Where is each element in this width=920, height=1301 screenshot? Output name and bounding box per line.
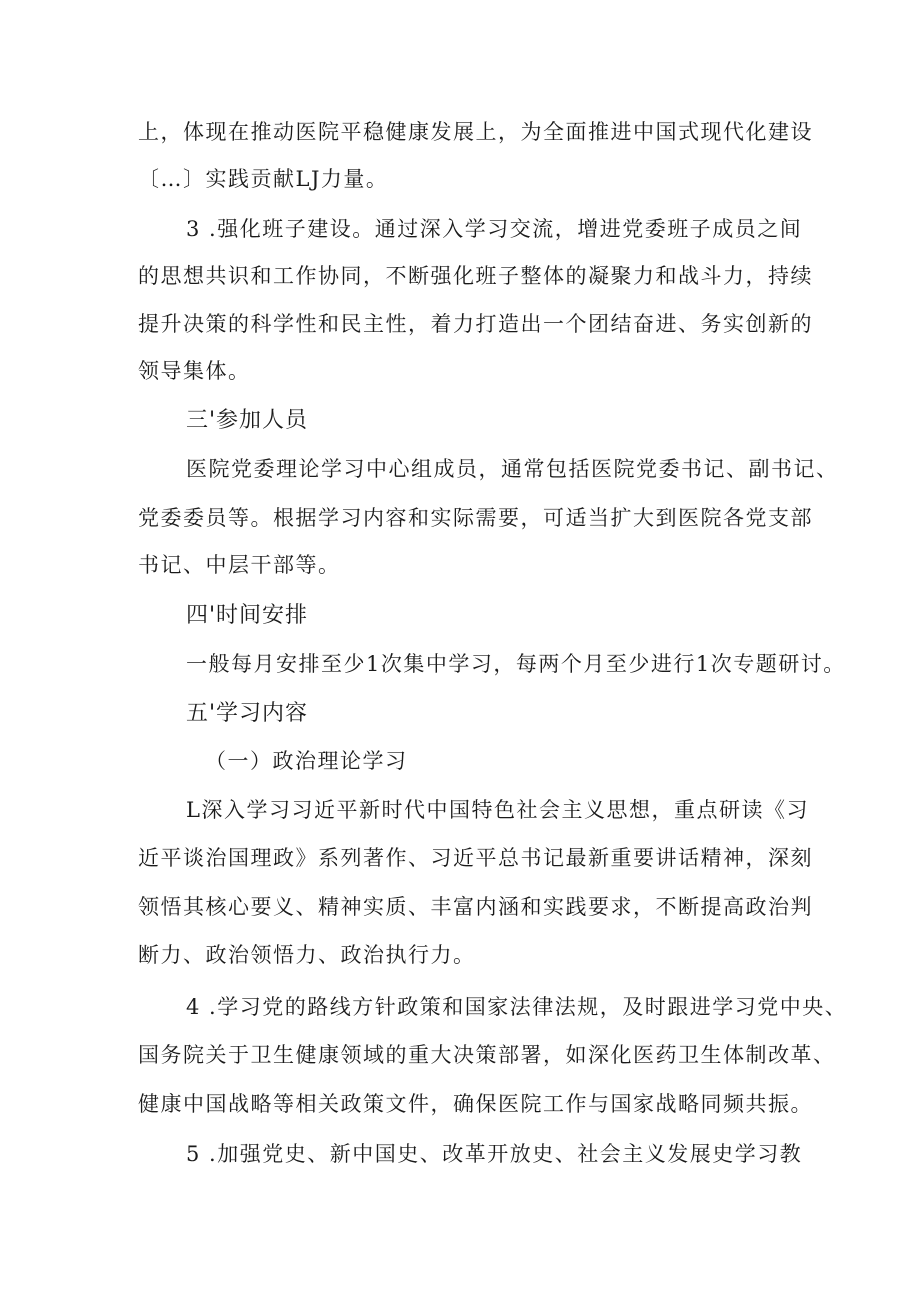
- paragraph-line: 医院党委理论学习中心组成员，通常包括医院党委书记、副书记、: [186, 457, 839, 481]
- paragraph-line: 健康中国战略等相关政策文件，确保医院工作与国家战略同频共振。: [138, 1092, 813, 1116]
- paragraph-line: 〔…〕实践贡献LJ力量。: [138, 167, 389, 191]
- section-heading: 五'学习内容: [186, 701, 309, 726]
- paragraph-line: 国务院关于卫生健康领域的重大决策部署，如深化医药卫生体制改革、: [138, 1043, 836, 1067]
- section-heading: 三'参加人员: [186, 408, 309, 433]
- paragraph-line: 一般每月安排至少1次集中学习，每两个月至少进行1次专题研讨。: [186, 652, 846, 676]
- paragraph-line: 的思想共识和工作协同，不断强化班子整体的凝聚力和战斗力，持续: [138, 264, 813, 288]
- paragraph-line: L深入学习习近平新时代中国特色社会主义思想，重点研读《习: [186, 798, 809, 822]
- paragraph-line: 党委委员等。根据学习内容和实际需要，可适当扩大到医院各党支部: [138, 506, 813, 530]
- paragraph-line: 5 .加强党史、新中国史、改革开放史、社会主义发展史学习教: [186, 1142, 803, 1166]
- section-heading: 四'时间安排: [186, 603, 309, 628]
- paragraph-line: 上，体现在推动医院平稳健康发展上，为全面推进中国式现代化建设: [138, 120, 813, 144]
- paragraph-line: 4 .学习党的路线方针政策和国家法律法规，及时跟进学习党中央、: [186, 995, 848, 1019]
- subsection-heading: （一）政治理论学习: [205, 749, 408, 773]
- paragraph-line: 近平谈治国理政》系列著作、习近平总书记最新重要讲话精神，深刻: [138, 846, 813, 870]
- paragraph-line: 领悟其核心要义、精神实质、丰富内涵和实践要求，不断提高政治判: [138, 895, 813, 919]
- paragraph-line: 3 .强化班子建设。通过深入学习交流，增进党委班子成员之间: [186, 217, 803, 241]
- paragraph-line: 提升决策的科学性和民主性，着力打造出一个团结奋进、务实创新的: [138, 312, 813, 336]
- paragraph-line: 断力、政治领悟力、政治执行力。: [138, 943, 476, 967]
- paragraph-line: 书记、中层干部等。: [138, 553, 341, 577]
- paragraph-line: 领导集体。: [138, 359, 251, 383]
